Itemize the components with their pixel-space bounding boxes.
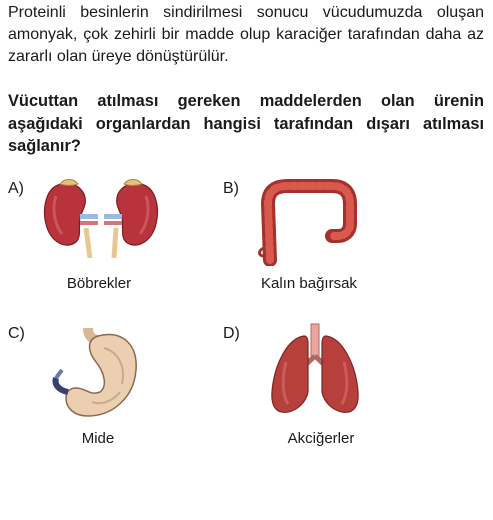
option-c-caption: Mide bbox=[81, 430, 115, 447]
passage-text: Proteinli besinlerin sindirilmesi sonucu vücudumuzda oluşan amonyak, çok zehirli bir madde olup karaciğer tarafından daha az zararlı olan üreye dönüştürülür. bbox=[8, 4, 484, 65]
option-b-letter: B) bbox=[223, 180, 239, 197]
option-b-caption: Kalın bağırsak bbox=[261, 275, 357, 292]
option-d-letter: D) bbox=[223, 325, 240, 342]
option-c-letter: C) bbox=[8, 325, 25, 342]
stomach-icon bbox=[48, 326, 144, 422]
option-a-letter: A) bbox=[8, 180, 24, 197]
kidneys-icon bbox=[42, 178, 160, 258]
option-a-caption: Böbrekler bbox=[66, 275, 132, 292]
lungs-icon bbox=[266, 322, 364, 418]
option-d-caption: Akciğerler bbox=[287, 430, 355, 447]
question-text: Vücuttan atılması gereken maddelerden olan ürenin aşağıdaki organlardan hangisi tarafından dışarı atılması sağlanır? bbox=[8, 92, 484, 155]
large-intestine-icon bbox=[254, 174, 362, 266]
